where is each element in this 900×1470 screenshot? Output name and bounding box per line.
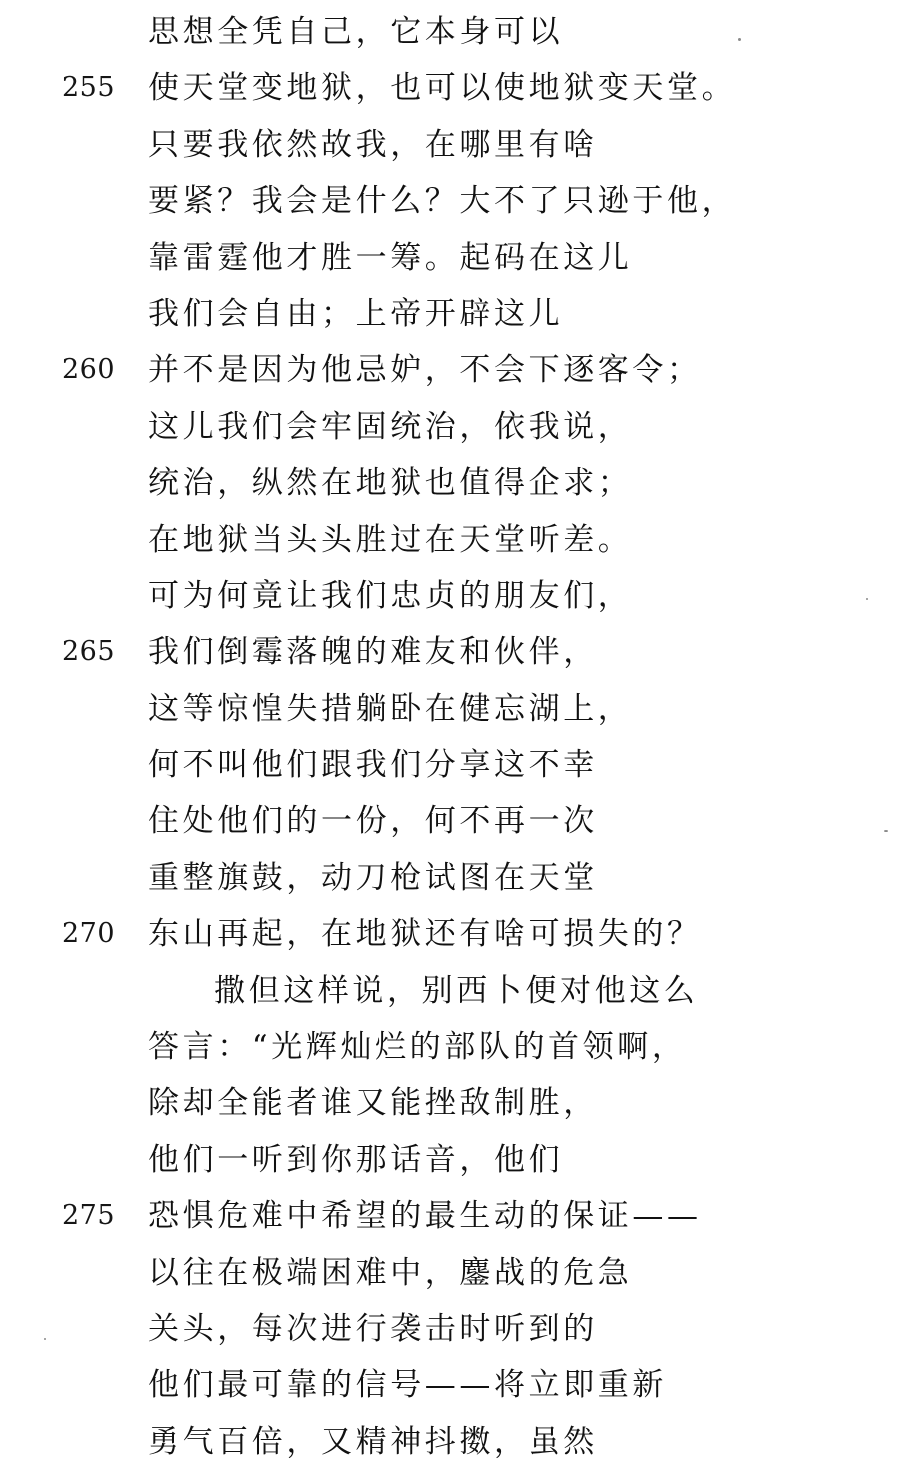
line-text: 在地狱当头头胜过在天堂听差。 xyxy=(148,521,633,558)
line-text: 我们倒霉落魄的难友和伙伴， xyxy=(148,634,598,671)
line-number: 265 xyxy=(62,636,116,668)
poem-line xyxy=(0,1132,900,1188)
line-text: 统治，纵然在地狱也值得企求； xyxy=(148,465,633,502)
scan-speck xyxy=(738,38,741,41)
line-text: 撒但这样说，别西卜便对他这么 xyxy=(214,972,699,1009)
scan-speck xyxy=(866,598,868,600)
poem-line xyxy=(0,850,900,906)
line-text: 以往在极端困难中，鏖战的危急 xyxy=(148,1254,633,1291)
line-text: 可为何竟让我们忠贞的朋友们， xyxy=(148,577,633,614)
poem-line xyxy=(0,1188,900,1244)
poem-line xyxy=(0,230,900,286)
poem-line xyxy=(0,906,900,962)
line-number: 275 xyxy=(62,1200,116,1232)
line-text: 这等惊惶失措躺卧在健忘湖上， xyxy=(148,690,633,727)
poem-line xyxy=(0,1075,900,1131)
poem-line xyxy=(0,1019,900,1075)
line-text: 住处他们的一份，何不再一次 xyxy=(148,803,598,840)
line-text: 要紧？我会是什么？大不了只逊于他， xyxy=(148,183,737,220)
poem-line xyxy=(0,681,900,737)
line-number: 270 xyxy=(62,918,116,950)
poem-line xyxy=(0,4,900,60)
line-number: 255 xyxy=(62,72,116,104)
scan-speck xyxy=(884,830,888,832)
line-text: 这儿我们会牢固统治，依我说， xyxy=(148,408,633,445)
line-text: 他们最可靠的信号——将立即重新 xyxy=(148,1367,667,1404)
line-text: 恐惧危难中希望的最生动的保证—— xyxy=(148,1198,702,1235)
poem-line xyxy=(0,60,900,116)
line-text: 他们一听到你那话音，他们 xyxy=(148,1141,564,1178)
line-text: 何不叫他们跟我们分享这不幸 xyxy=(148,747,598,784)
poem-line xyxy=(0,173,900,229)
poem-line xyxy=(0,399,900,455)
line-text: 勇气百倍，又精神抖擞，虽然 xyxy=(148,1423,598,1460)
poem-line xyxy=(0,737,900,793)
line-text: 靠雷霆他才胜一筹。起码在这儿 xyxy=(148,239,633,276)
poem-line xyxy=(0,342,900,398)
line-text: 只要我依然故我，在哪里有啥 xyxy=(148,126,598,163)
line-text: 答言：“光辉灿烂的部队的首领啊， xyxy=(148,1029,687,1066)
poem-text xyxy=(0,4,900,1470)
poem-line xyxy=(0,1414,900,1470)
poem-line xyxy=(0,512,900,568)
poem-line xyxy=(0,286,900,342)
poem-line xyxy=(0,568,900,624)
poem-line xyxy=(0,117,900,173)
poem-line xyxy=(0,1245,900,1301)
line-text: 并不是因为他忌妒，不会下逐客令； xyxy=(148,352,702,389)
poem-line-indented xyxy=(0,963,900,1019)
poem-line xyxy=(0,1301,900,1357)
line-text: 使天堂变地狱，也可以使地狱变天堂。 xyxy=(148,70,737,107)
poem-line xyxy=(0,624,900,680)
scan-speck xyxy=(44,1338,46,1340)
line-text: 重整旗鼓，动刀枪试图在天堂 xyxy=(148,859,598,896)
poem-line xyxy=(0,455,900,511)
line-number: 260 xyxy=(62,354,116,386)
poem-line xyxy=(0,1357,900,1413)
line-text: 我们会自由；上帝开辟这儿 xyxy=(148,295,564,332)
line-text: 关头，每次进行袭击时听到的 xyxy=(148,1310,598,1347)
poem-line xyxy=(0,793,900,849)
line-text: 除却全能者谁又能挫敌制胜， xyxy=(148,1085,598,1122)
line-text: 思想全凭自己，它本身可以 xyxy=(148,14,564,50)
line-text: 东山再起，在地狱还有啥可损失的？ xyxy=(148,916,702,953)
